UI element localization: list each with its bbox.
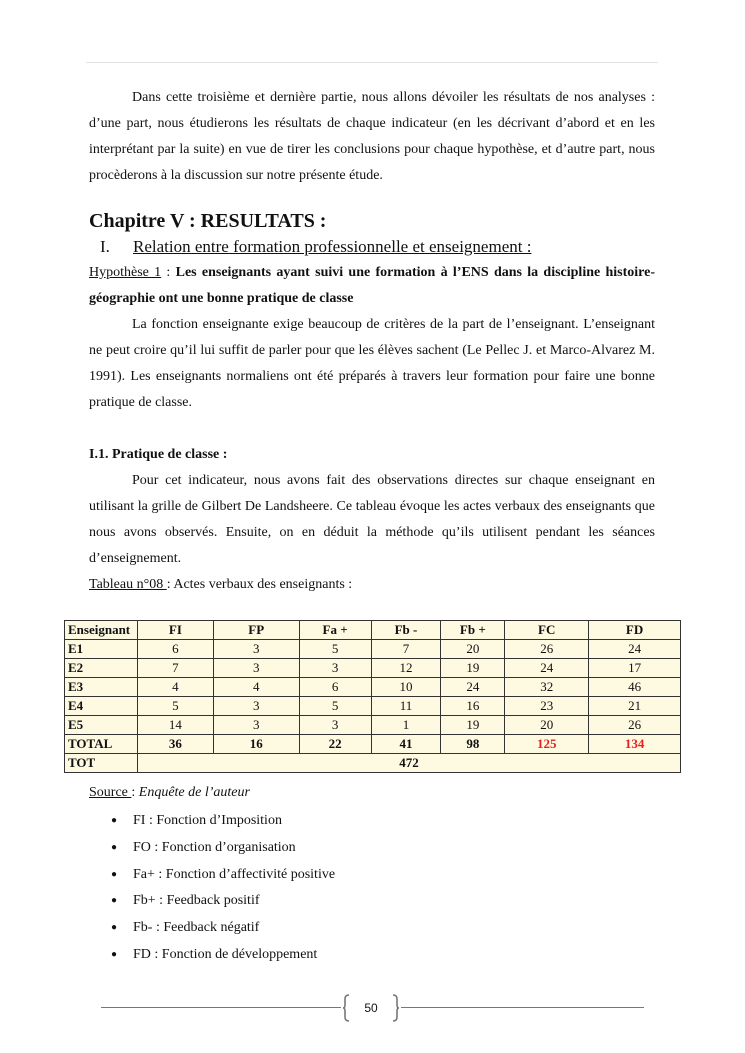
grand-total-row xyxy=(65,754,681,773)
total-cell: 36 xyxy=(137,735,213,754)
legend-text: FO : Fonction d’organisation xyxy=(133,839,296,855)
list-item xyxy=(111,942,335,969)
page-number-text: 50 xyxy=(364,1001,378,1015)
table-row xyxy=(65,659,681,678)
table-cell: 3 xyxy=(213,659,299,678)
bullet-icon: ● xyxy=(111,895,118,907)
table-cell: 24 xyxy=(589,640,681,659)
table-cell: 6 xyxy=(137,640,213,659)
table-cell: 17 xyxy=(589,659,681,678)
bullet-icon: ● xyxy=(111,922,118,934)
table-cell: 19 xyxy=(441,659,505,678)
table-cell: 1 xyxy=(371,716,441,735)
table-cell: 14 xyxy=(137,716,213,735)
row-label: TOTAL xyxy=(65,735,138,754)
column-header: FD xyxy=(589,621,681,640)
row-label: E5 xyxy=(65,716,138,735)
table-cell: 10 xyxy=(371,678,441,697)
table-cell: 3 xyxy=(213,697,299,716)
legend-text: Fb+ : Feedback positif xyxy=(133,893,260,909)
total-row xyxy=(65,735,681,754)
table-cell: 5 xyxy=(299,697,371,716)
section-heading xyxy=(100,234,655,260)
hypothesis-text: Les enseignants ayant suivi une formation à l’ENS dans la discipline histoire-géographie ont une bonne pratique de classe xyxy=(89,265,655,306)
total-cell: 16 xyxy=(213,735,299,754)
column-header: Enseignant xyxy=(65,621,138,640)
chapter-title: Chapitre V : RESULTATS : xyxy=(89,210,327,232)
source-text: Enquête de l’auteur xyxy=(138,785,250,800)
table-row xyxy=(65,716,681,735)
table-cell: 5 xyxy=(137,697,213,716)
legend-text: Fb- : Feedback négatif xyxy=(133,920,260,936)
table-row xyxy=(65,678,681,697)
table-cell: 11 xyxy=(371,697,441,716)
table-cell: 12 xyxy=(371,659,441,678)
list-item xyxy=(111,888,335,915)
total-cell: 41 xyxy=(371,735,441,754)
list-item xyxy=(111,915,335,942)
footer-rule-right xyxy=(401,1007,644,1008)
list-item xyxy=(111,835,335,862)
paragraph-2: La fonction enseignante exige beaucoup de critères de la part de l’enseignant. L’enseignant ne peut croire qu’il lui suffit de parler pour que les élèves sachent (Le Pellec J. et Marco-Alvarez M. 1991). Les enseignants normaliens ont été préparés à travers leur formation pour faire une bonne pratique de classe. xyxy=(89,317,655,410)
table-cell: 16 xyxy=(441,697,505,716)
column-header: FC xyxy=(505,621,589,640)
table-caption-text: : Actes verbaux des enseignants : xyxy=(166,577,353,592)
footer-rule-left xyxy=(101,1007,341,1008)
table-cell: 4 xyxy=(137,678,213,697)
table-header-row xyxy=(65,621,681,640)
table-cell: 5 xyxy=(299,640,371,659)
legend-text: FD : Fonction de développement xyxy=(133,946,318,962)
table-cell: 23 xyxy=(505,697,589,716)
table-cell: 24 xyxy=(505,659,589,678)
source-label: Source xyxy=(89,785,132,800)
column-header: Fa + xyxy=(299,621,371,640)
section-number: I. xyxy=(100,237,110,256)
table-cell: 3 xyxy=(299,659,371,678)
row-label: E4 xyxy=(65,697,138,716)
column-header: Fb - xyxy=(371,621,441,640)
table-cell: 7 xyxy=(371,640,441,659)
total-cell-highlight: 125 xyxy=(505,735,589,754)
table-cell: 20 xyxy=(505,716,589,735)
total-cell: 22 xyxy=(299,735,371,754)
table-cell: 3 xyxy=(213,640,299,659)
column-header: Fb + xyxy=(441,621,505,640)
grand-total-value: 472 xyxy=(137,754,680,773)
table-cell: 32 xyxy=(505,678,589,697)
page-number xyxy=(342,994,400,1022)
row-label: TOT xyxy=(65,754,138,773)
hypothesis-label: Hypothèse 1 xyxy=(89,265,162,280)
table-row xyxy=(65,697,681,716)
table-cell: 20 xyxy=(441,640,505,659)
row-label: E3 xyxy=(65,678,138,697)
table-cell: 21 xyxy=(589,697,681,716)
total-cell: 98 xyxy=(441,735,505,754)
column-header: FI xyxy=(137,621,213,640)
bullet-icon: ● xyxy=(111,868,118,880)
table-cell: 3 xyxy=(299,716,371,735)
subsection-title: I.1. Pratique de classe : xyxy=(89,447,228,462)
table-cell: 7 xyxy=(137,659,213,678)
bullet-icon: ● xyxy=(111,815,118,826)
bullet-icon: ● xyxy=(111,841,118,853)
intro-paragraph: Dans cette troisième et dernière partie, nous allons dévoiler les résultats de nos analyses : d’une part, nous étudierons les résultats de chaque indicateur (en les décrivant d’abord et en les interprétant par la suite) en vue de tirer les conclusions pour chaque hypothèse, et d’autre part, nous procèderons à la discussion sur notre présente étude. xyxy=(89,90,655,183)
row-label: E1 xyxy=(65,640,138,659)
table-caption xyxy=(89,572,655,598)
right-brace-icon xyxy=(392,994,400,1022)
bullet-icon: ● xyxy=(111,948,118,960)
hypothesis xyxy=(89,260,655,312)
table-caption-label: Tableau n°08 xyxy=(89,577,167,592)
table-cell: 26 xyxy=(505,640,589,659)
section-title: Relation entre formation professionnelle et enseignement : xyxy=(133,237,532,256)
abbreviation-legend xyxy=(111,808,335,969)
table-cell: 26 xyxy=(589,716,681,735)
table-cell: 46 xyxy=(589,678,681,697)
row-label: E2 xyxy=(65,659,138,678)
legend-text: Fa+ : Fonction d’affectivité positive xyxy=(133,866,336,882)
total-cell-highlight: 134 xyxy=(589,735,681,754)
list-item xyxy=(111,862,335,889)
legend-text: FI : Fonction d’Imposition xyxy=(133,813,282,828)
table-cell: 6 xyxy=(299,678,371,697)
verbal-acts-table xyxy=(64,620,681,773)
header-rule xyxy=(86,62,658,63)
paragraph-3: Pour cet indicateur, nous avons fait des observations directes sur chaque enseignant en utilisant la grille de Gilbert De Landsheere. Ce tableau évoque les actes verbaux des enseignants que nous avons observés. Ensuite, on en déduit la méthode qu’ils utilisent pendant les séances d’enseignement. xyxy=(89,473,655,566)
table-row xyxy=(65,640,681,659)
column-header: FP xyxy=(213,621,299,640)
table-cell: 3 xyxy=(213,716,299,735)
hypothesis-separator: : xyxy=(161,265,176,280)
table-cell: 19 xyxy=(441,716,505,735)
list-item xyxy=(111,808,335,835)
page-body xyxy=(89,85,655,598)
table-cell: 24 xyxy=(441,678,505,697)
table-cell: 4 xyxy=(213,678,299,697)
table-source: Source : Enquête de l’auteur xyxy=(89,785,250,800)
